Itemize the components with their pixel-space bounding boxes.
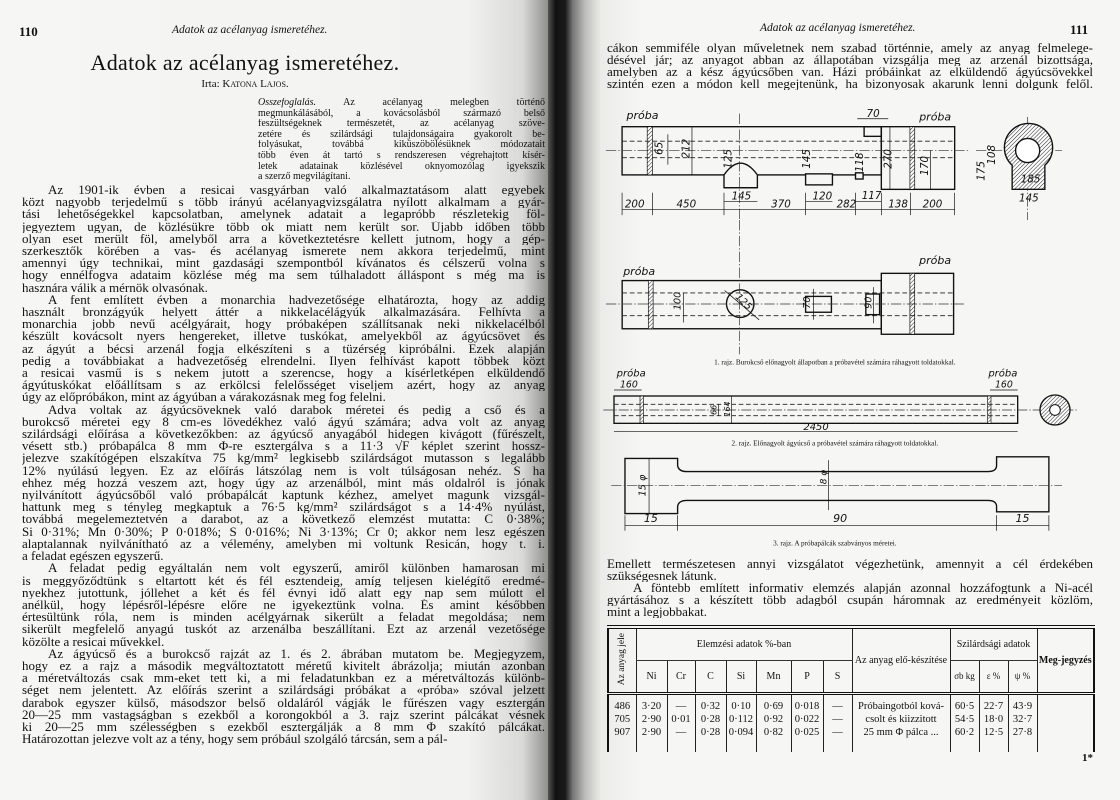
abstract-line: feszültségeknek természetét, az acélanyag szöve- (258, 119, 545, 130)
table-cell (1037, 693, 1094, 713)
table-cell: 32·7 (1008, 713, 1037, 726)
table-cell: — (667, 726, 695, 739)
dim-label: 212 (680, 138, 693, 159)
table-cell: — (667, 693, 695, 713)
dim-label: 108 (985, 144, 998, 165)
table-cell: 705 (608, 713, 636, 726)
body-line: alaptalannak nyilvánítható az a vélemény, amelyben mi voltunk Resicán, hogy t. i. (22, 537, 545, 551)
body-line: szintén ezen a módon kell megejtenünk, ha bizonyosak akarunk lenni dolgunk felől. (607, 78, 1093, 90)
abstract-line: letek adatainak közlésével oknyomozólag igyekszik (258, 161, 545, 172)
dim-label: 118 (854, 152, 867, 173)
dim-label: 15 (1015, 512, 1030, 526)
table-cell: 0·025 (791, 726, 823, 739)
table-cell: 2·90 (636, 726, 667, 739)
table-cell: 0·92 (756, 713, 791, 726)
abstract-line-text: Az acélanyag melegben történő (316, 98, 545, 108)
table-cell: 2·90 (636, 713, 667, 726)
table-cell: — (823, 726, 852, 739)
body-line: sikerült megfelelő anyagú tuskót az arzenálba beszállítani. Ezt az arzenál vezetősége (22, 623, 545, 636)
table-cell: 0·69 (756, 693, 791, 713)
dim-label: 200 (624, 198, 645, 211)
author-name: Katona Lajos. (222, 78, 289, 90)
dim-label: 185 (1020, 173, 1041, 186)
probe-label: próba (919, 254, 952, 268)
body-line: tási lehetőségekkel kapcsolatban, amelynek adatait a legapróbb részletekig föl- (22, 208, 545, 221)
table-cell: 907 (608, 726, 636, 739)
dim-label: 70 (866, 108, 880, 121)
col-header-element: Ni (636, 660, 667, 693)
abstract-line (258, 98, 545, 109)
table-cell (1008, 739, 1037, 752)
probe-label: próba (919, 110, 952, 124)
body-line: is meggyőződtünk s eltartott két és fél esztendeig, amíg teljesen kielégítő eredmé- (22, 574, 545, 587)
table-cell: 18·0 (979, 713, 1008, 726)
abstract (258, 98, 545, 183)
probe-label: próba (626, 108, 659, 122)
abstract-line: zetére és szilárdsági tulajdonságaira gyakorolt be- (258, 129, 545, 140)
body-line: értesültünk róla, nem is minden acélgyárnak sikerült a feladat megoldása; nem (22, 611, 545, 624)
body-line: monarchia jobb nevű acélgyárait, hogy próbaképen szállítsanak neki nikkelacélból (22, 318, 545, 331)
dim-label: 100 (672, 291, 684, 311)
dim-label: 145 (801, 149, 814, 169)
body-line: hogy ez a rajz a második megváltoztatott méretű kivitelt ábrázolja; miután azonban (22, 659, 545, 673)
body-line: Az ágyúcső és a burokcső rajzát az 1. és 2. ábrában mutatom be. Megjegyzem, (48, 647, 545, 660)
table-cell: csolt és kiizzitott (852, 713, 950, 726)
body-line: hasznára válik a mérnök olvasónak. (22, 281, 208, 294)
table-row (608, 713, 1094, 726)
dim-label: 125 (732, 291, 754, 313)
table-cell: 25 mm Φ pálca ... (852, 726, 950, 739)
body-line: Határozottan jelezve volt az a tény, hogy sem próbául szolgáló tárcsán, sem a pál- (22, 733, 448, 746)
figure-3 (580, 400, 1120, 560)
body-line: darabok egyszer külső, másodszor belső oldaláról vágják le fűrészen vagy esztergán (22, 696, 545, 709)
table-row (608, 726, 1094, 739)
body-line: készült kovácsolt nyers hengereket, illetve tuskókat, amelyekből az ágyúcsövet és (22, 330, 545, 343)
table-cell (791, 739, 823, 752)
figure-1-caption: 1. rajz. Burokcső előnagyolt állapotban a próbavétel számára ráhagyott toldatokkal. (714, 358, 956, 367)
body-line: Az 1901-ik évben a resicai vasgyárban való alkalmaztatásom alatt egyebek (48, 184, 545, 197)
dim-label: 120 (812, 190, 833, 203)
table-cell: 60·5 (950, 693, 979, 713)
body-line: burokcső méretei egy 8 cm-es lövedékhez való ágyú számára; adva volt az anyag (22, 415, 545, 429)
col-header-note: Meg-jegyzés (1037, 627, 1094, 693)
table-cell (726, 739, 756, 752)
col-header-element: P (791, 660, 823, 693)
body-line: az ágyút a bécsi arzenál fogja elkészíteni s a tüzérség kipróbálni. Ezek alapján (22, 342, 545, 355)
col-group-strength: Szilárdsági adatok (950, 627, 1037, 660)
body-line: hattunk meg s tényleg megkaptuk a 76·5 kg/mm² szilárdságot s a 14·4% nyúlást, (22, 501, 545, 514)
body-line: használt bronzágyúk helyett áttér a nikkelacélágyúk alkalmazására. Felhívta a (22, 306, 545, 319)
dim-label: 138 (888, 198, 908, 211)
abstract-line: több éven át tartó s rendszeresen végrehajtott kísér- (258, 150, 545, 161)
body-line: cákon semmiféle olyan műveletnek nem szabad történnie, amely az anyag felmelege- (607, 42, 1093, 54)
col-header-strength: ε % (979, 660, 1008, 693)
table-cell: 0·28 (695, 713, 726, 726)
table-cell: 0·094 (726, 726, 756, 739)
table-cell: 12·5 (979, 726, 1008, 739)
dim-label: 145 (731, 190, 752, 203)
table-cell (950, 739, 979, 752)
body-line: A föntebb említett informativ elemzés alapján azonnal hozzáfogtunk a Ni-acél (633, 582, 1093, 594)
right-bottom-text (607, 558, 1093, 618)
abstract-lead: Összefoglalás. (258, 98, 317, 108)
page-number-left: 110 (19, 24, 38, 39)
body-line: továbbá megelemeztetvén a darabot, az a következő elemzést mutatta: C 0·38%; (22, 513, 545, 526)
table-cell (756, 739, 791, 752)
body-line: jelezve szakítógépen elszakítva 75 kg/mm² legkisebb szilárdságot mutasson s legalább (22, 452, 545, 465)
table-cell: Próbaingotból ková- (852, 693, 950, 713)
running-head-right: Adatok az acélanyag ismeretéhez. (760, 22, 916, 34)
table-cell (852, 739, 950, 752)
dim-label: 450 (676, 198, 697, 211)
running-head-left: Adatok az acélanyag ismeretéhez. (172, 24, 328, 36)
body-line: szükségesnek látunk. (607, 570, 717, 582)
body-line: Emellett természetesen annyi vizsgálatot végezhetünk, amennyit a cél érdekében (607, 558, 1093, 570)
col-header-id: Az anyag jele (608, 627, 636, 693)
table-cell: 0·28 (695, 726, 726, 739)
body-line: jegyeztem ugyan, de közlésükre több ok miatt nem került sor. Újabb időben több (22, 220, 545, 233)
table-cell: 0·112 (726, 713, 756, 726)
body-line: 20—25 mm vastagságban s ezekből a korongokból a 3. rajz szerint pálcákat vésnek (22, 708, 545, 721)
table-cell (695, 739, 726, 752)
body-line: a feladat egészen egyszerű. (22, 550, 164, 563)
table-cell: 54·5 (950, 713, 979, 726)
table-cell: 0·82 (756, 726, 791, 739)
signature-mark: 1* (1082, 752, 1093, 764)
col-header-strength: ψ % (1008, 660, 1037, 693)
dim-label: 90 (863, 296, 875, 309)
table-cell (823, 739, 852, 752)
dim-label: 200 (922, 198, 943, 211)
col-header-element: C (695, 660, 726, 693)
body-line: közt nagyobb terjedelmű s több irányú acélanyagvizsgálatra nyílott alkalmam a gyár- (22, 196, 545, 209)
probe-label: próba (616, 368, 646, 380)
table-cell: 43·9 (1008, 693, 1037, 713)
table-cell: 60·2 (950, 726, 979, 739)
col-group-analysis: Elemzési adatok %-ban (636, 627, 852, 660)
col-header-prep: Az anyag elő-készítése (852, 627, 950, 693)
probe-label: próba (623, 265, 656, 279)
figure-1-elevation (580, 0, 1120, 220)
table-cell: — (823, 693, 852, 713)
dim-label: 145 (1019, 192, 1039, 205)
body-line: olyan eset merült föl, amelyből arra a következtetésre kellett jutnom, hogy a gép- (22, 232, 545, 246)
dim-label: 270 (882, 149, 895, 169)
body-line: amennyi úgy technikai, mint gazdasági szempontból kívánatos és célszerű volna s (22, 257, 545, 270)
probe-label: próba (988, 368, 1018, 380)
table-cell: — (823, 713, 852, 726)
table-cell (608, 739, 636, 752)
article-title: Adatok az acélanyag ismeretéhez. (90, 50, 400, 75)
dim-label: 70 (802, 296, 814, 309)
body-line: mint a legjobbakat. (607, 606, 708, 618)
dim-label: 125 (722, 149, 735, 169)
table-cell: 486 (608, 693, 636, 713)
body-line: nyilvánított ágyúcsőből való próbapálcát kaptunk kézhez, amelyet magunk vizsgál- (22, 489, 545, 502)
left-body-text (22, 184, 545, 745)
table-cell: 22·7 (979, 693, 1008, 713)
col-header-element: S (823, 660, 852, 693)
dim-label: 117 (861, 189, 882, 202)
table-cell (667, 739, 695, 752)
dim-label: 65 (653, 141, 666, 155)
table-cell: 0·10 (726, 693, 756, 713)
abstract-line: folyásukat, továbbá kiküszöbölésüknek módozatait (258, 140, 545, 151)
dim-label: 15 φ (637, 474, 649, 497)
dim-label: 370 (771, 198, 791, 211)
dim-label: 15 (643, 512, 658, 526)
dim-label: 160 (995, 379, 1013, 391)
body-line: hogy ennélfogva adataim közlése még ma sem túlhaladott álláspont s még ma is (22, 269, 545, 282)
dim-label: 160 (620, 379, 638, 391)
table-cell (1037, 726, 1094, 739)
figure-3-caption: 3. rajz. A próbapálcák szabványos méretei. (773, 539, 897, 548)
body-line: közölte a resicai művekkel. (22, 635, 165, 648)
body-line: Adva voltak az ágyúcsöveknek való darabok méretei és pedig a cső és a (48, 403, 545, 416)
body-line: anélkül, hogy lépésről-lépésre előre ne igyekeztünk volna. És amint későbben (22, 598, 545, 612)
dim-label: 170 (918, 155, 931, 176)
body-line: nyekhez jutottunk, jóllehet a két és fél évnyi idő alatt egy nap sem múlott el (22, 586, 545, 599)
table-cell (979, 739, 1008, 752)
body-line: amelyben az a kész ágyúcsőben van. Házi próbáinkat az elküldendő ágyúcsövekkel (607, 66, 1093, 78)
table-cell: 3·20 (636, 693, 667, 713)
body-line: désével jár; az anyagot abban az állapotában vizsgálja meg az arzenál bizottsága, (607, 54, 1093, 66)
body-line: szilárdsági előírása a következőkben: az ágyúcső anyagából hidegen kivágott (fűrészelt, (22, 428, 545, 441)
body-line: vésett stb.) próbapálca 8 mm Φ-re esztergálva s a 11·3 √F képlet szerint hossz- (22, 440, 545, 453)
body-line: ki 20—25 mm szélességben s ezekből esztergálják a 8 mm Φ szakító pálcákat. (22, 720, 545, 734)
body-line: ehhez még hozzá veszem azt, hogy úgy az arzenálból, mint más oldalról is jónak (22, 476, 545, 490)
table-cell (1037, 713, 1094, 726)
dim-label: 2450 (803, 422, 829, 433)
body-line: séget nem jelentett. Az előírás szerint a szilárdsági próbákat a «próba» szóval jelzett (22, 684, 545, 697)
body-line: a resicai vasmű is s nekem jutott a szerencse, hogy a kísérletképen elküldendő (22, 367, 545, 380)
dim-label: 175 (975, 161, 988, 181)
probe-band (647, 127, 652, 175)
body-line: A fent említett évben a monarchia hadvezetősége elhatározta, hogy az addig (48, 293, 545, 307)
body-line: Si 0·31%; Mn 0·30%; P 0·018%; S 0·016%; Ni 3·13%; Cr 0; akkor nem lesz egészen (22, 525, 545, 538)
body-line: szerkesztők körében a vas- és acélanyag ismerete nem akkora terjedelmű, mint (22, 245, 545, 258)
author-line (0, 78, 490, 90)
body-line: pedig a továbbiakat a hadvezetőség elrendelni. Ilyen felhívást kapott többek közt (22, 354, 545, 368)
results-table (607, 625, 1095, 752)
body-line: gyártásához s a készített több adagból csupán háromnak az eredményeit közlöm, (607, 594, 1093, 606)
table-cell: 0·32 (695, 693, 726, 713)
table-cell (1037, 739, 1094, 752)
col-header-element: Mn (756, 660, 791, 693)
body-line: ágyútuskókat előállítsam s az erkölcsi felelősséget viseljem azért, hogy az anyag (22, 379, 545, 392)
dim-label: 90 (833, 512, 848, 526)
body-line: 12% nyúlású legyen. Ez az előírás látszólag nem is volt túlságosan nehéz. S ha (22, 464, 545, 477)
page-number-right: 111 (1070, 22, 1089, 37)
dim-label: 282 (836, 198, 857, 211)
body-line: A feladat pedig egyáltalán nem volt egyszerű, amiről különben hamarosan mi (48, 562, 545, 575)
abstract-line: megmunkálásából, a kovácsolásból származó belső (258, 108, 545, 119)
author-prefix: Irta: (201, 78, 220, 90)
body-line: a méretváltozás csak mm-eket tett ki, a mi feladatunkban ez a méretváltozás különb- (22, 672, 545, 685)
body-line: úgy az előpróbákon, mint az ágyúban a várakozásnak meg fog felelni. (22, 391, 386, 404)
dim-label: 66 (709, 404, 719, 415)
col-header-element: Cr (667, 660, 695, 693)
dim-label: 164 (723, 401, 732, 417)
table-cell: 0·022 (791, 713, 823, 726)
table-cell: 0·01 (667, 713, 695, 726)
abstract-line: a szerző megvilágítani. (258, 172, 351, 183)
table-row (608, 693, 1094, 713)
table-cell (636, 739, 667, 752)
figure-2-caption: 2. rajz. Előnagyolt ágyúcső a próbavétel számára ráhagyott toldatokkal. (731, 439, 939, 448)
dim-label: 8 φ (819, 469, 830, 485)
table-cell: 0·018 (791, 693, 823, 713)
col-header-strength: σb kg (950, 660, 979, 693)
col-header-element: Si (726, 660, 756, 693)
table-cell: 27·8 (1008, 726, 1037, 739)
